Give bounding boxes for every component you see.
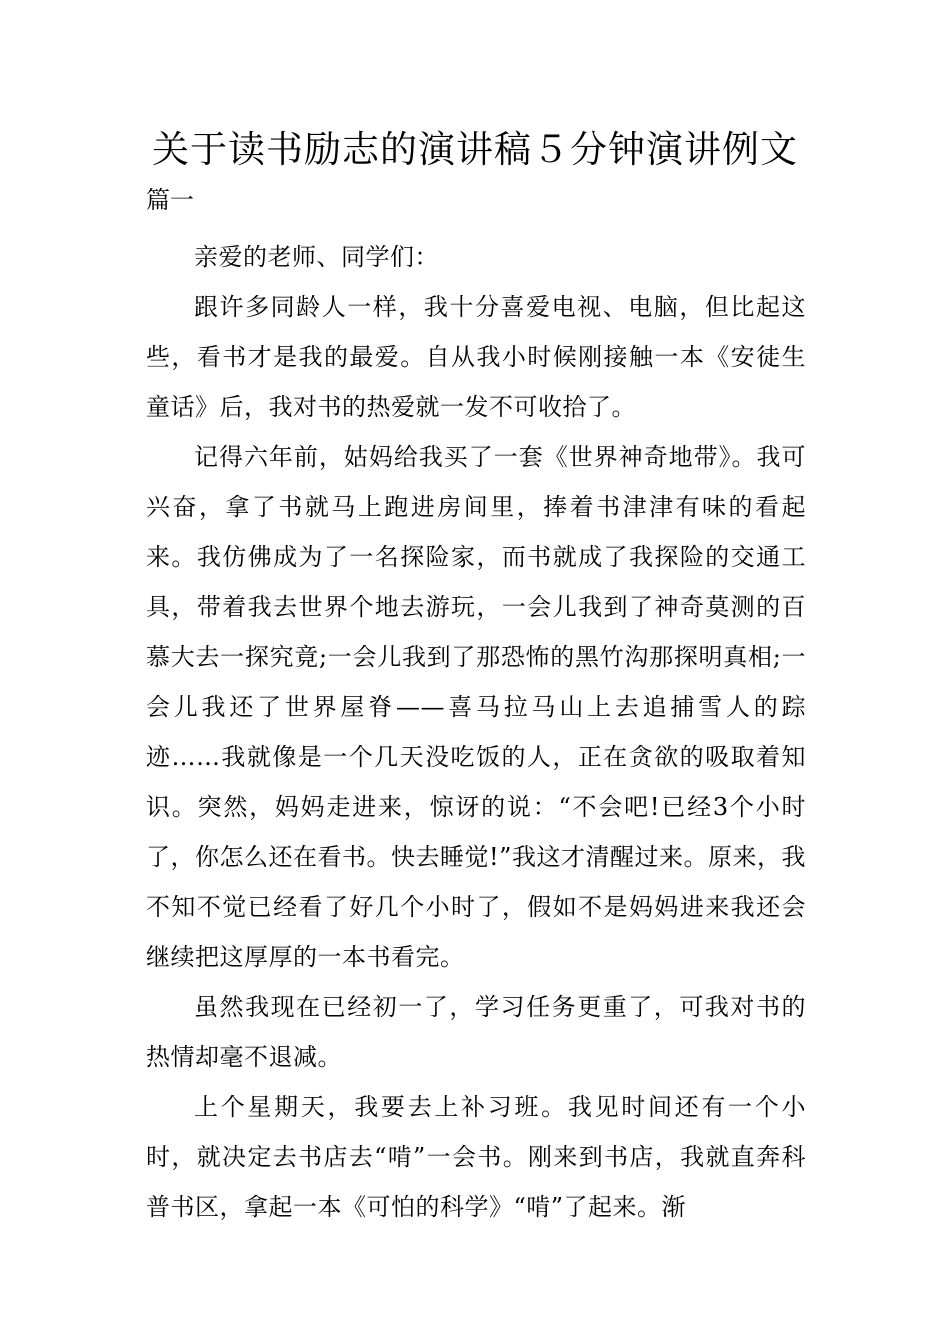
- paragraph: 跟许多同龄人一样，我十分喜爱电视、电脑，但比起这些，看书才是我的最爱。自从我小时候刚接触一本《安徒生童话》后，我对书的热爱就一发不可收拾了。: [146, 293, 806, 421]
- section-label: 篇一: [146, 186, 194, 214]
- paragraph: 记得六年前，姑妈给我买了一套《世界神奇地带》。我可兴奋，拿了书就马上跑进房间里，捧着书津津有味的看起来。我仿佛成为了一名探险家，而书就成了我探险的交通工具，带着我去世界个地去游玩，一会儿我到了神奇莫测的百慕大去一探究竟;一会儿我到了那恐怖的黑竹沟那探明真相;一会儿我还了世界屋脊——喜马拉马山上去追捕雪人的踪迹……我就像是一个几天没吃饭的人，正在贪欲的吸取着知识。突然，妈妈走进来，惊讶的说：“不会吧!已经3个小时了，你怎么还在看书。快去睡觉!”我这才清醒过来。原来，我不知不觉已经看了好几个小时了，假如不是妈妈进来我还会继续把这厚厚的一本书看完。: [146, 443, 806, 971]
- paragraph: 虽然我现在已经初一了，学习任务更重了，可我对书的热情却毫不退减。: [146, 993, 806, 1071]
- paragraph-greeting: 亲爱的老师、同学们：: [194, 243, 439, 271]
- paragraph: 上个星期天，我要去上补习班。我见时间还有一个小时，就决定去书店去“啃”一会书。刚来到书店，我就直奔科普书区，拿起一本《可怕的科学》“啃”了起来。渐: [146, 1093, 806, 1221]
- document-body: [146, 232, 806, 1232]
- document-title: 关于读书励志的演讲稿５分钟演讲例文: [152, 128, 798, 171]
